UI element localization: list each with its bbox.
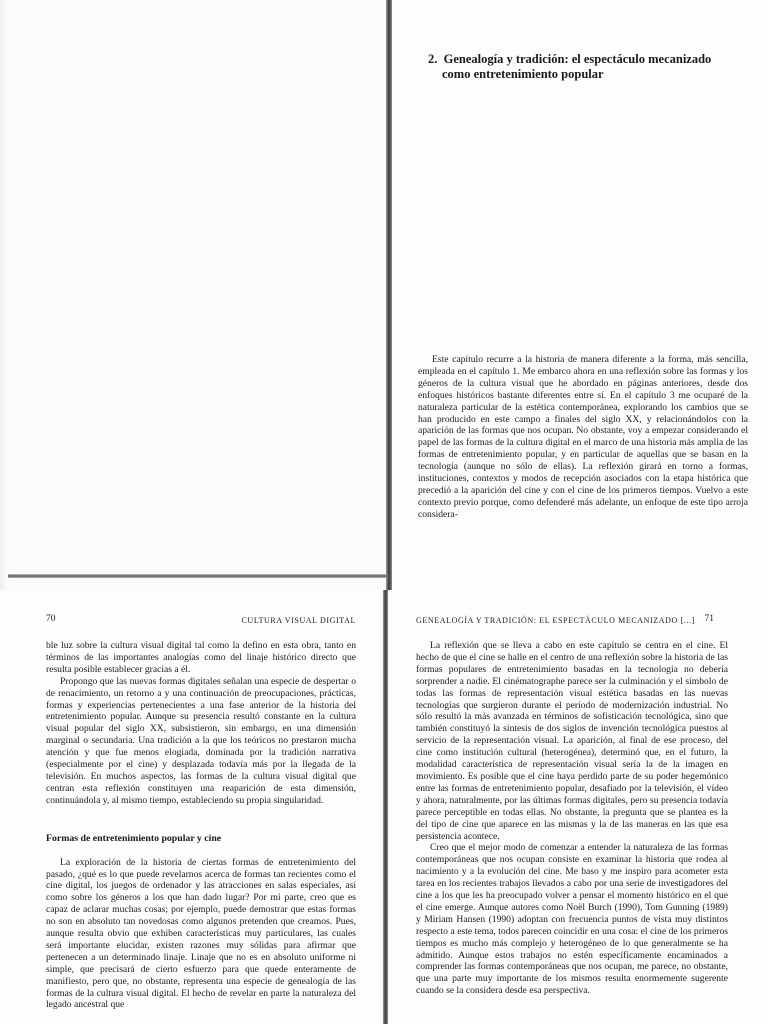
paragraph: ble luz sobre la cultura visual digital tal como la defino en esta obra, tanto en términos de las importantes analogías como del linaje histórico directo que resulta posible establecer gracias a él. <box>46 640 356 675</box>
chapter-opening-page <box>392 0 768 590</box>
paragraph: Propongo que las nuevas formas digitales señalan una especie de despertar o de renacimiento, un retorno a y una continuación de preocupaciones, prácticas, formas y experiencias pertenecientes a una fase anterior de la historia del entretenimiento popular. Aunque su presencia resultó constante en la cultura visual popular del siglo XX, subsistieron, sin embargo, en una dimensión marginal o secundaria. Una tradición a la que los teóricos no prestaron mucha atención y que fue menos elogiada, dominada por la tradición narrativa (especialmente por el cine) y desplazada todavía más por la llegada de la televisión. En muchos aspectos, las formas de la cultura visual digital que centran esta reflexión constituyen una reaparición de esta dimensión, continuándola y, al mismo tiempo, estableciendo su propia singularidad. <box>46 675 356 806</box>
page-number: 70 <box>46 614 56 624</box>
left-page-70 <box>0 590 388 1024</box>
page-body <box>46 640 356 1011</box>
intro-paragraph: Este capítulo recurre a la historia de manera diferente a la forma, más sencilla, empleada en el capítulo 1. Me embarco ahora en una reflexión sobre las formas y los géneros de la cultura visual que he abordado en páginas anteriores, desde dos enfoques históricos bastante diferentes entre sí. En el capítulo 3 me ocuparé de la naturaleza particular de la estética contemporánea, explorando los cambios que se han producido en este campo a finales del siglo XX, y relacionándolos con la aparición de las formas que nos ocupan. No obstante, voy a empezar considerando el papel de las formas de la cultura digital en el marco de una historia más amplia de las formas de entretenimiento popular, y en particular de aquellas que se basan en la tecnología (aunque no sólo de ellas). La reflexión girará en torno a formas, instituciones, contextos y modos de recepción asociados con la etapa histórica que precedió a la aparición del cine y con el cine de los primeros tiempos. Vuelvo a este contexto previo porque, como defenderé más adelante, un enfoque de este tipo arroja considera- <box>418 354 748 520</box>
scan-bottom-edge <box>8 574 392 578</box>
right-page-71 <box>388 590 768 1024</box>
running-head: CULTURA VISUAL DIGITAL <box>241 616 356 625</box>
paragraph: La exploración de la historia de ciertas formas de entretenimiento del pasado, ¿qué es lo que puede revelarnos acerca de formas tan recientes como el cine digital, los juegos de ordenador y las atracciones en salas especiales, así como sobre los géneros a los que han dado lugar? Por mi parte, creo que es capaz de aclarar muchas cosas; por ejemplo, puede demostrar que estas formas no son en absoluto tan novedosas como algunos pretenden que creamos. Pues, aunque resulta obvio que exhiben características muy particulares, las cuales será importante elucidar, existen razones muy sólidas para afirmar que pertenecen a un determinado linaje. Linaje que no es en absoluto uniforme ni simple, que precisará de cierto esfuerzo para que quede enteramente de manifiesto, pero que, no obstante, representa una especie de genealogía de las formas de la cultura visual digital. El hecho de revelar en parte la naturaleza del legado ancestral que <box>46 856 356 1011</box>
blank-left-page <box>0 0 392 590</box>
chapter-title <box>428 52 748 82</box>
paragraph: Creo que el mejor modo de comenzar a entender la naturaleza de las formas contemporáneas que nos ocupan consiste en examinar la historia que rodea al nacimiento y a la evolución del cine. Me baso y me inspiro para acometer esta tarea en los recientes trabajos llevados a cabo por una serie de investigadores del cine a los que les ha preocupado volver a pensar el momento histórico en el que el cine emerge. Aunque autores como Noël Burch (1990), Tom Gunning (1989) y Miriam Hansen (1990) adoptan con frecuencia puntos de vista muy distintos respecto a este tema, todos parecen coincidir en una cosa: el cine de los primeros tiempos es mucho más complejo y heterogéneo de lo que generalmente se ha admitido. Aunque estos trabajos no estén específicamente encaminados a comprender las formas contemporáneas que nos ocupan, me parece, no obstante, que una parte muy importante de los mismos resulta enormemente sugerente cuando se la considera desde esa perspectiva. <box>416 842 728 997</box>
chapter-title-line2: como entretenimiento popular <box>442 67 604 81</box>
page-body <box>416 640 728 997</box>
paragraph: La reflexión que se lleva a cabo en este capítulo se centra en el cine. El hecho de que el cine se halle en el centro de una reflexión sobre la historia de las formas populares de entretenimiento basadas en la tecnología no debería sorprender a nadie. El cinématographe parece ser la culminación y el símbolo de todas las formas de representación visual estética basadas en las nuevas tecnologías que surgieron durante el período de modernización industrial. No sólo resultó la más avanzada en términos de sofisticación tecnológica, sino que también constituyó la síntesis de dos siglos de invención tecnológica puestos al servicio de la representación visual. La aparición, al final de ese proceso, del cine como institución cultural (heterogénea), determinó que, en el futuro, la modalidad característica de representación visual sería la de la imagen en movimiento. Es posible que el cine haya perdido parte de su poder hegemónico entre las formas de entretenimiento popular, desafiado por la televisión, el vídeo y ahora, naturalmente, por las últimas formas digitales, pero su presencia todavía parece perceptible en todas ellas. No obstante, la pregunta que se plantea es la del tipo de cine que aparece en las mismas y la de las maneras en las que esa persistencia acontece. <box>416 640 728 842</box>
chapter-title-line1: Genealogía y tradición: el espectáculo mecanizado <box>443 52 712 66</box>
running-head: GENEALOGÍA Y TRADICIÓN: EL ESPECTÁCULO MECANIZADO [...] <box>416 616 695 625</box>
page-number: 71 <box>704 614 714 624</box>
chapter-number: 2. <box>428 52 438 66</box>
chapter-intro <box>418 354 748 521</box>
page-edge-shadow <box>0 0 10 590</box>
section-heading: Formas de entretenimiento popular y cine <box>46 832 222 844</box>
bottom-spread <box>0 590 768 1024</box>
